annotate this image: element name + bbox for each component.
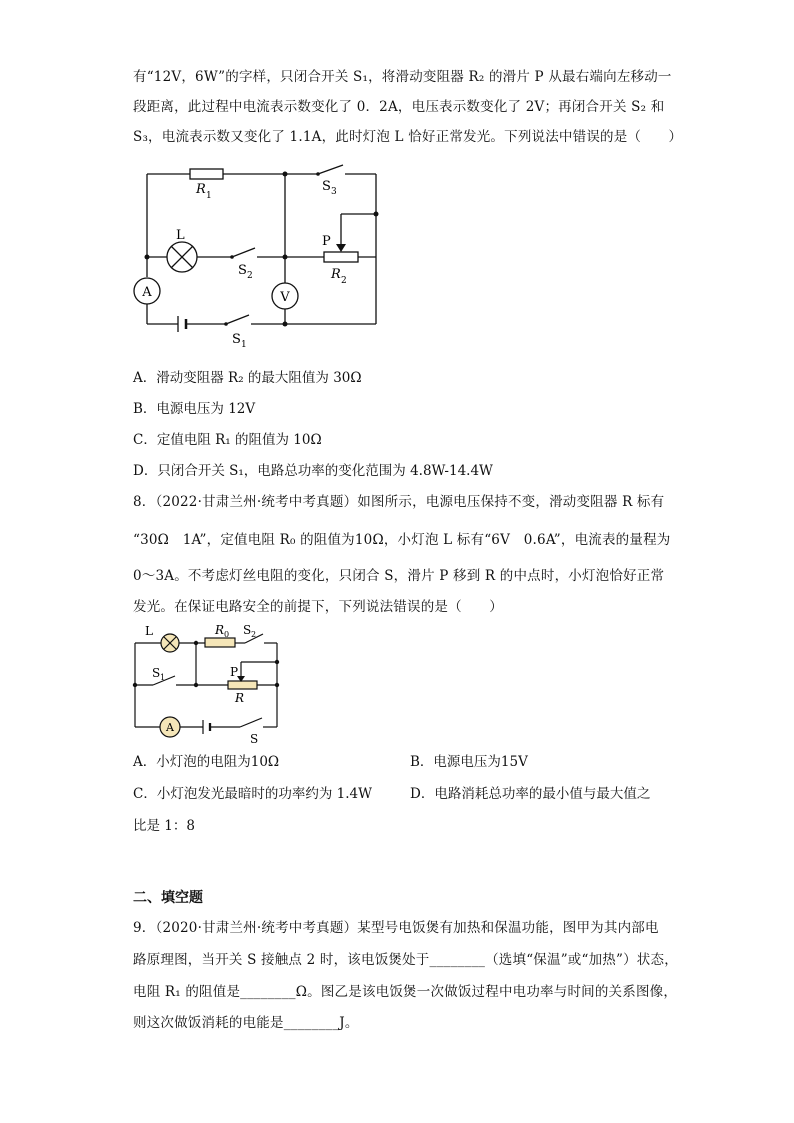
q7-switch-s1 xyxy=(226,315,249,324)
q8-ammeter-label: A xyxy=(166,721,174,734)
q8-label-r0-sub: 0 xyxy=(224,630,230,639)
q9-text-line-3: 电阻 R₁ 的阻值是________Ω。图乙是该电饭煲一次做饭过程中电功率与时间的关系图像， xyxy=(133,984,678,1000)
q8-text-line-1: 8．（2022·甘肃兰州·统考中考真题）如图所示，电源电压保持不变，滑动变阻器 R 标有 xyxy=(133,494,665,510)
q7-option-a: A．滑动变阻器 R₂ 的最大阻值为 30Ω xyxy=(133,370,362,386)
q7-switch-s3 xyxy=(318,165,343,174)
q7-option-d: D．只闭合开关 S₁，电路总功率的变化范围为 4.8W-14.4W xyxy=(133,463,493,479)
q7-voltmeter-label: V xyxy=(280,290,290,305)
q7-label-s2-sub: 2 xyxy=(247,271,253,281)
q8-label-s2-sub: 2 xyxy=(251,630,257,639)
q7-label-p: P xyxy=(322,234,331,249)
q9-text-line-2: 路原理图，当开关 S 接触点 2 时，该电饭煲处于________（选填“保温”或“加热”）状态， xyxy=(133,952,678,968)
q7-label-s3: S xyxy=(322,179,331,194)
section-heading-fill-in: 二、填空题 xyxy=(133,890,203,906)
q8-option-a: A．小灯泡的电阻为10Ω xyxy=(133,754,280,770)
q7-slider-arrow xyxy=(336,244,346,252)
q9-text-line-1: 9．（2020·甘肃兰州·统考中考真题）某型号电饭煲有加热和保温功能，图甲为其内部电 xyxy=(133,920,659,936)
q8-label-s2: S xyxy=(243,623,252,637)
q8-text-line-2: “30Ω 1A”，定值电阻 R₀ 的阻值为10Ω，小灯泡 L 标有“6V 0.6A”，电流表的量程为 xyxy=(133,532,671,548)
q7-resistor-r1 xyxy=(190,169,223,179)
q8-lamp-l xyxy=(161,634,179,652)
q8-text-line-4: 发光。在保证电路安全的前提下，下列说法错误的是（ ） xyxy=(133,599,503,615)
q8-label-p: P xyxy=(230,665,239,679)
q8-option-d: D．电路消耗总功率的最小值与最大值之 xyxy=(410,786,651,802)
q7-option-b: B．电源电压为 12V xyxy=(133,401,256,417)
q8-text-line-3: 0～3A。不考虑灯丝电阻的变化，只闭合 S，滑片 P 移到 R 的中点时，小灯泡恰好正常 xyxy=(133,568,665,584)
q8-option-d-continued: 比是 1：8 xyxy=(133,818,195,834)
q7-switch-s2 xyxy=(232,248,255,257)
q7-lamp-l xyxy=(167,242,197,272)
q7-label-s1-sub: 1 xyxy=(241,340,247,350)
q8-label-s: S xyxy=(250,732,259,746)
q7-circuit-diagram xyxy=(128,160,390,350)
q8-rheostat-r xyxy=(228,681,257,689)
q7-text-line-3: S₃，电流表示数又变化了 1.1A，此时灯泡 L 恰好正常发光。下列说法中错误的是（ ） xyxy=(133,129,683,145)
q8-label-r0: R xyxy=(215,623,225,637)
q7-label-s2: S xyxy=(238,263,247,278)
q8-label-r: R xyxy=(235,691,245,705)
q8-label-l: L xyxy=(145,624,153,638)
q8-circuit-diagram xyxy=(128,618,288,748)
q7-label-r1: R xyxy=(196,182,206,197)
q7-label-s3-sub: 3 xyxy=(331,187,337,197)
q8-label-s1: S xyxy=(152,666,161,680)
q7-label-r2: R xyxy=(331,267,341,282)
q7-text-line-2: 段距离，此过程中电流表示数变化了 0．2A，电压表示数变化了 2V；再闭合开关 S₂ 和 xyxy=(133,99,665,115)
q7-rheostat-r2 xyxy=(324,252,358,262)
q8-label-s1-sub: 1 xyxy=(160,673,166,682)
q8-option-b: B．电源电压为15V xyxy=(410,754,528,770)
q7-ammeter-label: A xyxy=(142,285,152,300)
q8-switch-s xyxy=(240,718,262,727)
q7-text-line-1: 有“12V，6W”的字样，只闭合开关 S₁，将滑动变阻器 R₂ 的滑片 P 从最右端向左移动一 xyxy=(133,69,672,85)
q7-label-s1: S xyxy=(232,332,241,347)
q7-option-c: C．定值电阻 R₁ 的阻值为 10Ω xyxy=(133,432,322,448)
q8-resistor-r0 xyxy=(205,638,235,647)
q7-label-r1-sub: 1 xyxy=(206,191,212,201)
q8-option-c: C．小灯泡发光最暗时的功率约为 1.4W xyxy=(133,786,372,802)
q7-label-r2-sub: 2 xyxy=(341,276,347,286)
q7-label-l: L xyxy=(176,228,185,243)
q9-text-line-4: 则这次做饭消耗的电能是________J。 xyxy=(133,1015,359,1031)
